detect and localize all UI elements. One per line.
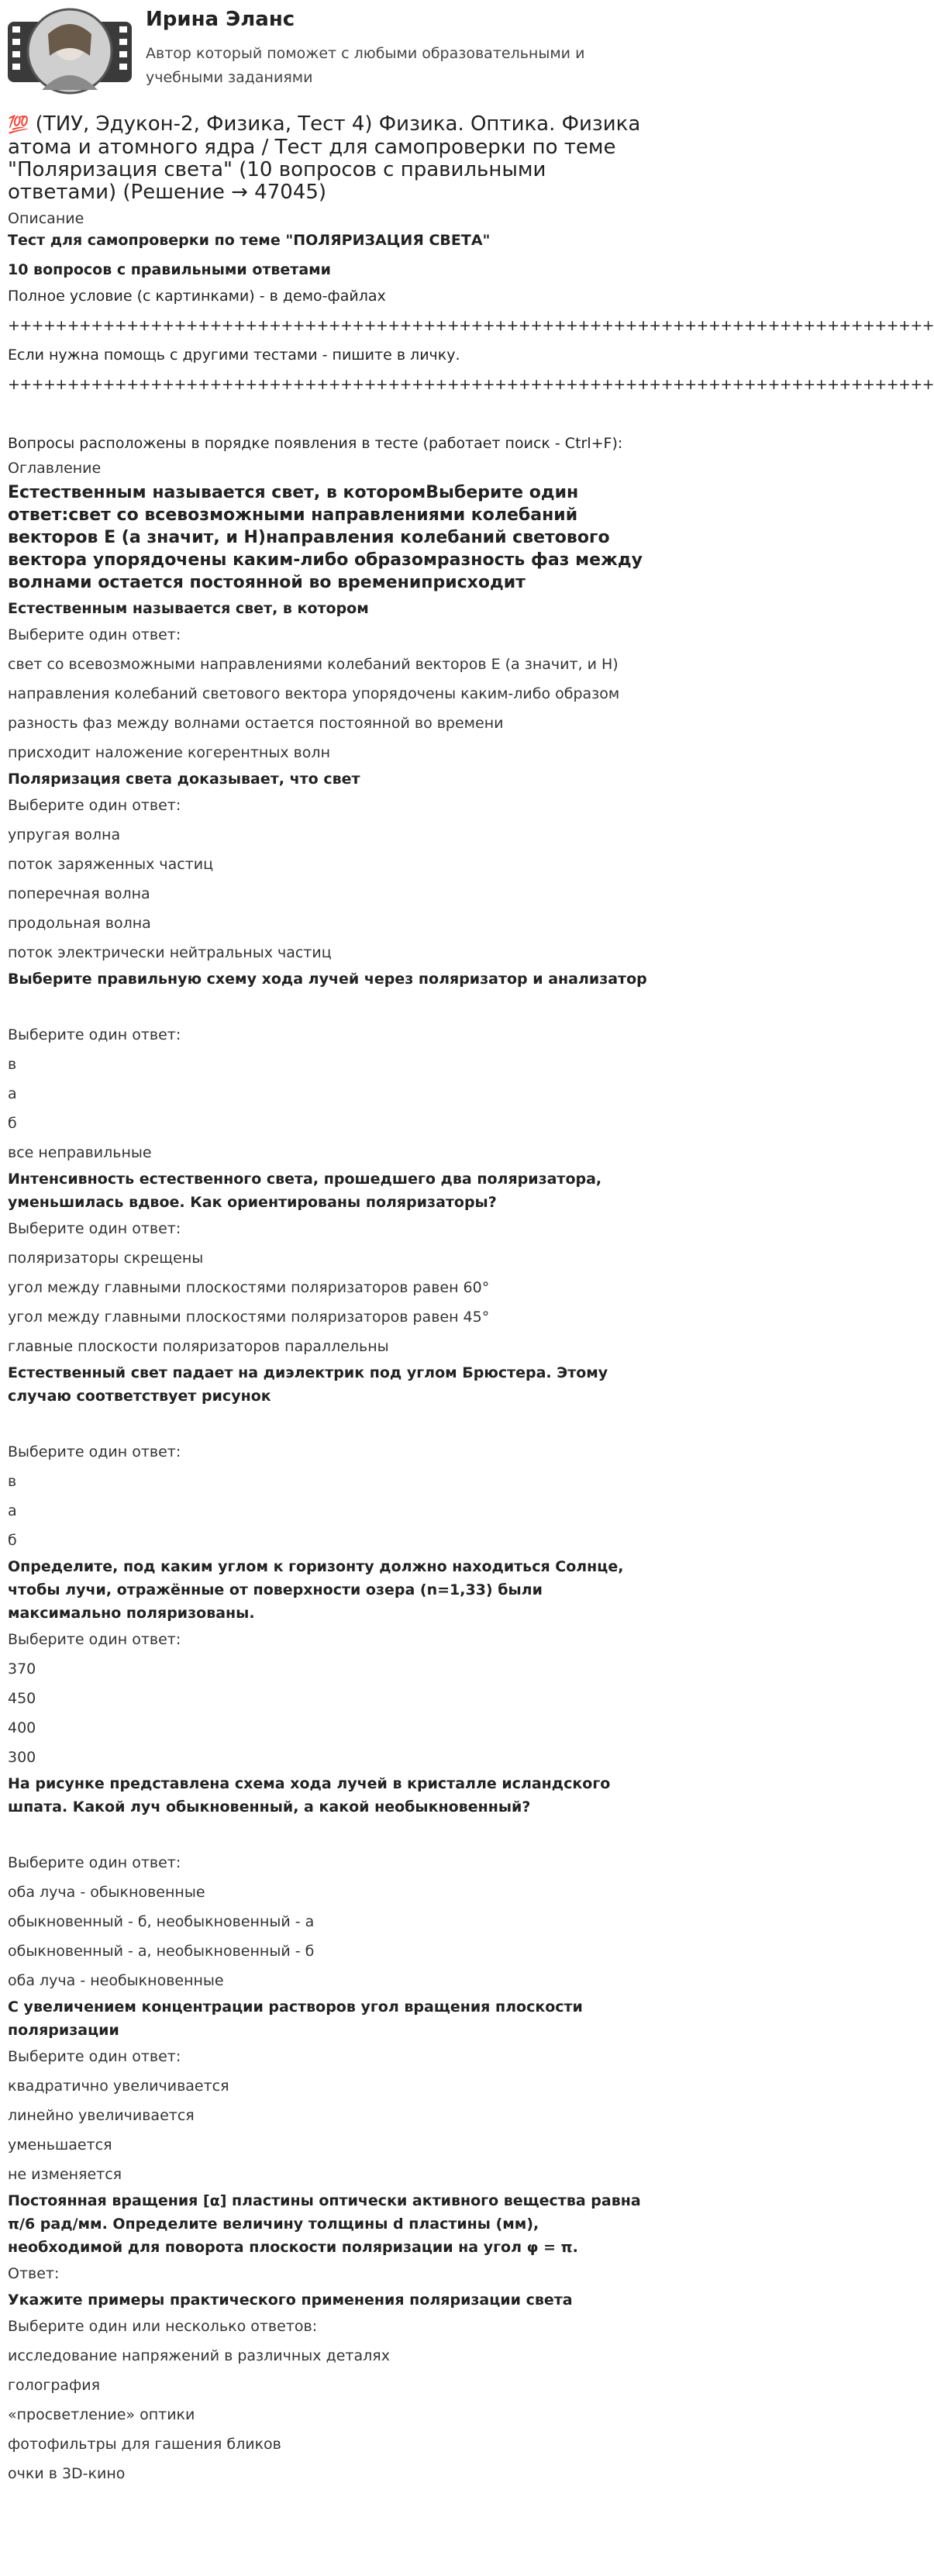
spacer bbox=[8, 399, 649, 429]
question-text: Укажите примеры практического применения поляризации света bbox=[8, 2292, 573, 2309]
question-block bbox=[8, 1995, 649, 2189]
question-text: Определите, под каким углом к горизонту должно находиться Солнце, чтобы лучи, отражённые от поверхности озера (n=1,33) были максимально поляризованы. bbox=[8, 1558, 624, 1622]
answer-option: оба луча - обыкновенные bbox=[8, 1884, 205, 1901]
answer-option: уменьшается bbox=[8, 2136, 112, 2154]
description-label: Описание bbox=[8, 210, 84, 227]
spacer bbox=[8, 1819, 649, 1848]
author-name[interactable]: Ирина Эланс bbox=[146, 8, 295, 31]
answer-option: все неправильные bbox=[8, 1144, 152, 1161]
toc-label: Оглавление bbox=[8, 460, 102, 477]
question-text: Интенсивность естественного света, прошедшего два поляризатора, уменьшилась вдвое. Как ориентированы поляризаторы? bbox=[8, 1171, 602, 1211]
answer-option: угол между главными плоскостями поляризаторов равен 60° bbox=[8, 1279, 490, 1296]
answer-hint: Ответ: bbox=[8, 2265, 60, 2282]
question-block bbox=[8, 1772, 649, 1995]
separator-line: ++++++++++++++++++++++++++++++++++++++++++++++++++++++++++++++++++++++++++++++ bbox=[8, 317, 934, 334]
answer-option: обыкновенный - а, необыкновенный - б bbox=[8, 1943, 315, 1960]
answer-option: а bbox=[8, 1085, 17, 1102]
question-block bbox=[8, 2189, 649, 2288]
question-text: На рисунке представлена схема хода лучей в кристалле исландского шпата. Какой луч обыкновенный, а какой необыкновенный? bbox=[8, 1775, 611, 1816]
question-block bbox=[8, 1361, 649, 1555]
answer-hint: Выберите один ответ: bbox=[8, 1220, 181, 1237]
author-header bbox=[8, 0, 649, 102]
description-order: Вопросы расположены в порядке появления в тесте (работает поиск - Ctrl+F): bbox=[8, 435, 623, 452]
spacer bbox=[8, 1408, 649, 1437]
author-avatar[interactable] bbox=[8, 6, 132, 96]
answer-option: продольная волна bbox=[8, 915, 151, 932]
question-block bbox=[8, 967, 649, 1167]
answer-hint: Выберите один ответ: bbox=[8, 2048, 181, 2065]
answer-option: не изменяется bbox=[8, 2166, 122, 2183]
page-title bbox=[8, 113, 649, 204]
author-info bbox=[146, 6, 649, 90]
answer-option: в bbox=[8, 1056, 17, 1073]
description-condition: Полное условие (с картинками) - в демо-файлах bbox=[8, 288, 386, 305]
answer-option: 400 bbox=[8, 1719, 36, 1736]
answer-hint: Выберите один ответ: bbox=[8, 1631, 181, 1648]
answer-option: 370 bbox=[8, 1660, 36, 1678]
answer-hint: Выберите один или несколько ответов: bbox=[8, 2318, 318, 2335]
answer-option: «просветление» оптики bbox=[8, 2406, 195, 2423]
question-text: С увеличением концентрации растворов угол вращения плоскости поляризации bbox=[8, 1998, 583, 2039]
answer-option: свет со всевозможными направлениями колебаний векторов Е (а значит, и Н) bbox=[8, 656, 619, 673]
answer-option: б bbox=[8, 1532, 17, 1549]
answer-option: б bbox=[8, 1115, 17, 1132]
answer-option: поток электрически нейтральных частиц bbox=[8, 944, 332, 961]
toc-heading[interactable]: Естественным называется свет, в которомВыберите один ответ:свет со всевозможными направлениями колебаний векторов Е (а значит, и Н)направления колебаний светового вектора упорядочены каким-либо образомразность фаз между волнами остается постоянной во времениприсходит bbox=[8, 483, 643, 592]
answer-option: присходит наложение когерентных волн bbox=[8, 744, 330, 761]
answer-option: очки в 3D-кино bbox=[8, 2465, 126, 2482]
question-text: Выберите правильную схему хода лучей через поляризатор и анализатор bbox=[8, 971, 647, 988]
hundred-points-icon: 💯 bbox=[8, 116, 29, 135]
answer-hint: Выберите один ответ: bbox=[8, 1443, 181, 1460]
answer-option: поперечная волна bbox=[8, 885, 150, 902]
answer-option: обыкновенный - б, необыкновенный - а bbox=[8, 1913, 315, 1930]
question-block bbox=[8, 597, 649, 767]
question-text: Постоянная вращения [α] пластины оптически активного вещества равна π/6 рад/мм. Определите величину толщины d пластины (мм), необходимой для поворота плоскости поляризации на угол φ = π. bbox=[8, 2192, 641, 2256]
answer-option: оба луча - необыкновенные bbox=[8, 1972, 224, 1989]
answer-option: линейно увеличивается bbox=[8, 2107, 195, 2124]
answer-option: направления колебаний светового вектора упорядочены каким-либо образом bbox=[8, 685, 620, 702]
answer-option: а bbox=[8, 1502, 17, 1519]
answer-option: поток заряженных частиц bbox=[8, 856, 214, 873]
answer-option: поляризаторы скрещены bbox=[8, 1250, 204, 1267]
answer-option: угол между главными плоскостями поляризаторов равен 45° bbox=[8, 1309, 490, 1326]
question-text: Поляризация света доказывает, что свет bbox=[8, 771, 360, 788]
answer-hint: Выберите один ответ: bbox=[8, 797, 181, 814]
author-description: Автор который поможет с любыми образовательными и учебными заданиями bbox=[146, 45, 585, 86]
page-title-text: (ТИУ, Эдукон-2, Физика, Тест 4) Физика. Оптика. Физика атома и атомного ядра / Тест для самопроверки по теме "Поляризация света" (10 вопросов с правильными ответами) (Решение → 47045) bbox=[8, 112, 641, 204]
question-block bbox=[8, 1167, 649, 1361]
answer-option: 300 bbox=[8, 1749, 36, 1766]
answer-option: разность фаз между волнами остается постоянной во времени bbox=[8, 715, 504, 732]
answer-option: главные плоскости поляризаторов параллельны bbox=[8, 1338, 389, 1355]
description-count: 10 вопросов с правильными ответами bbox=[8, 261, 331, 278]
question-block bbox=[8, 1555, 649, 1772]
answer-hint: Выберите один ответ: bbox=[8, 1026, 181, 1043]
answer-option: упругая волна bbox=[8, 826, 121, 843]
separator-line: ++++++++++++++++++++++++++++++++++++++++++++++++++++++++++++++++++++++++++++++ bbox=[8, 376, 934, 393]
question-text: Естественным называется свет, в котором bbox=[8, 600, 369, 617]
question-text: Естественный свет падает на диэлектрик под углом Брюстера. Этому случаю соответствует рисунок bbox=[8, 1364, 608, 1405]
question-block bbox=[8, 767, 649, 967]
answer-option: фотофильтры для гашения бликов bbox=[8, 2436, 281, 2453]
answer-hint: Выберите один ответ: bbox=[8, 626, 181, 643]
description-heading: Тест для самопроверки по теме "ПОЛЯРИЗАЦИЯ СВЕТА" bbox=[8, 232, 491, 249]
description-help: Если нужна помощь с другими тестами - пишите в личку. bbox=[8, 347, 460, 364]
answer-hint: Выберите один ответ: bbox=[8, 1854, 181, 1871]
spacer bbox=[8, 252, 649, 258]
answer-option: в bbox=[8, 1473, 17, 1490]
spacer bbox=[8, 991, 649, 1020]
answer-option: квадратично увеличивается bbox=[8, 2078, 229, 2095]
question-block bbox=[8, 2288, 649, 2488]
answer-option: исследование напряжений в различных деталях bbox=[8, 2347, 390, 2364]
answer-option: голография bbox=[8, 2377, 101, 2394]
answer-option: 450 bbox=[8, 1690, 36, 1707]
